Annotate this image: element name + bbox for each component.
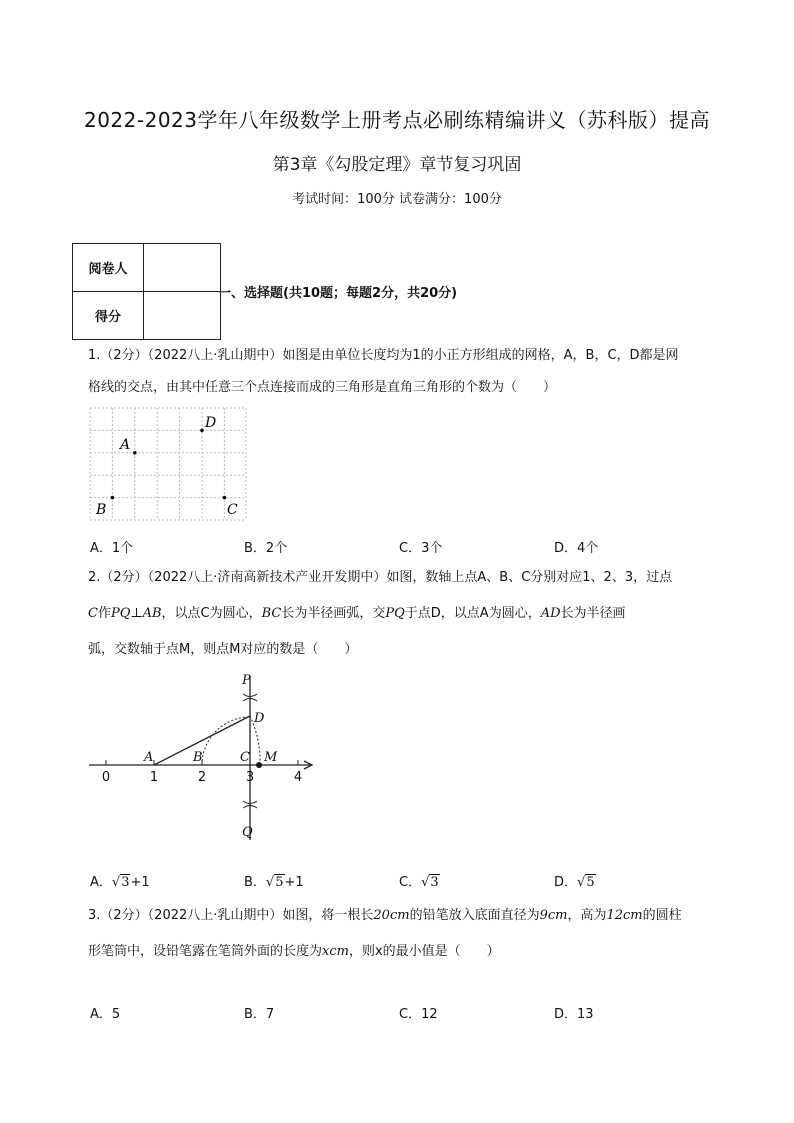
question-3-line-1: 3.（2分）（2022八上·乳山期中）如图，将一根长20cm的铅笔放入底面直径为9cm，高为12cm的圆柱 bbox=[88, 908, 682, 923]
question-3-line-2: 形笔筒中，设铅笔露在笔筒外面的长度为xcm，则x的最小值是（ ） bbox=[88, 944, 500, 959]
question-1-line-2: 格线的交点，由其中任意三个点连接而成的三角形是直角三角形的个数为（ ） bbox=[88, 380, 557, 395]
question-2-line-3: 弧，交数轴于点M，则点M对应的数是（ ） bbox=[88, 642, 358, 657]
label-m: M bbox=[264, 750, 278, 765]
label-c: C bbox=[240, 750, 250, 765]
document-title: 2022-2023学年八年级数学上册考点必刷练精编讲义（苏科版）提高 bbox=[83, 108, 710, 132]
q3-option-c[interactable]: C．12 bbox=[399, 1007, 438, 1022]
label-q: Q bbox=[242, 825, 253, 840]
chapter-subtitle: 第3章《勾股定理》章节复习巩固 bbox=[272, 155, 522, 175]
point-b bbox=[111, 496, 115, 500]
score-cell bbox=[144, 292, 221, 340]
point-d bbox=[200, 429, 204, 433]
reviewer-label: 阅卷人 bbox=[73, 244, 144, 292]
question-1-text bbox=[88, 340, 728, 404]
reviewer-cell bbox=[144, 244, 221, 292]
point-c bbox=[223, 496, 227, 500]
label-b: B bbox=[96, 502, 107, 518]
q1-option-d[interactable]: D．4个 bbox=[554, 541, 599, 556]
question-2-text bbox=[88, 560, 728, 668]
question-1-line-1: 1.（2分）（2022八上·乳山期中）如图是由单位长度均为1的小正方形组成的网格，A，B，C，D都是网 bbox=[88, 348, 679, 363]
q2-option-d[interactable]: D．√5 bbox=[554, 875, 595, 890]
q1-option-a[interactable]: A．1个 bbox=[90, 541, 134, 556]
q3-option-b[interactable]: B．7 bbox=[244, 1007, 275, 1022]
label-a: A bbox=[120, 437, 131, 453]
label-d: D bbox=[254, 711, 265, 726]
q1-option-b[interactable]: B．2个 bbox=[244, 541, 288, 556]
label-b: B bbox=[193, 750, 203, 765]
tick-0: 0 bbox=[101, 770, 111, 785]
tick-3: 3 bbox=[245, 770, 255, 785]
q2-option-c[interactable]: C．√3 bbox=[399, 875, 439, 890]
exam-info: 考试时间：100分 试卷满分：100分 bbox=[292, 192, 502, 207]
question-2-line-2: C作PQ⊥AB，以点C为圆心，BC长为半径画弧，交PQ于点D，以点A为圆心，AD长为半径画 bbox=[88, 606, 626, 621]
label-c: C bbox=[227, 502, 238, 518]
tick-4: 4 bbox=[293, 770, 303, 785]
question-2-line-1: 2.（2分）（2022八上·济南高新技术产业开发期中）如图，数轴上点A、B、C分别对应1、2、3，过点 bbox=[88, 570, 673, 585]
label-a: A bbox=[144, 750, 154, 765]
tick-2: 2 bbox=[197, 770, 207, 785]
point-m bbox=[256, 762, 262, 768]
q3-option-a[interactable]: A．5 bbox=[90, 1007, 121, 1022]
point-a bbox=[133, 451, 137, 455]
question-1-grid-figure bbox=[88, 406, 248, 524]
tick-1: 1 bbox=[149, 770, 159, 785]
q2-option-b[interactable]: B．√5+1 bbox=[244, 875, 304, 890]
q3-option-d[interactable]: D．13 bbox=[554, 1007, 594, 1022]
score-table bbox=[72, 243, 221, 340]
label-d: D bbox=[205, 415, 217, 431]
score-label: 得分 bbox=[73, 292, 144, 340]
label-p: P bbox=[242, 673, 251, 688]
question-3-text bbox=[88, 898, 728, 970]
section-heading: 一、选择题(共10题；每题2分，共20分) bbox=[218, 286, 458, 301]
question-2-number-line-figure bbox=[84, 668, 324, 848]
q1-option-c[interactable]: C．3个 bbox=[399, 541, 443, 556]
q2-option-a[interactable]: A．√3+1 bbox=[90, 875, 150, 890]
